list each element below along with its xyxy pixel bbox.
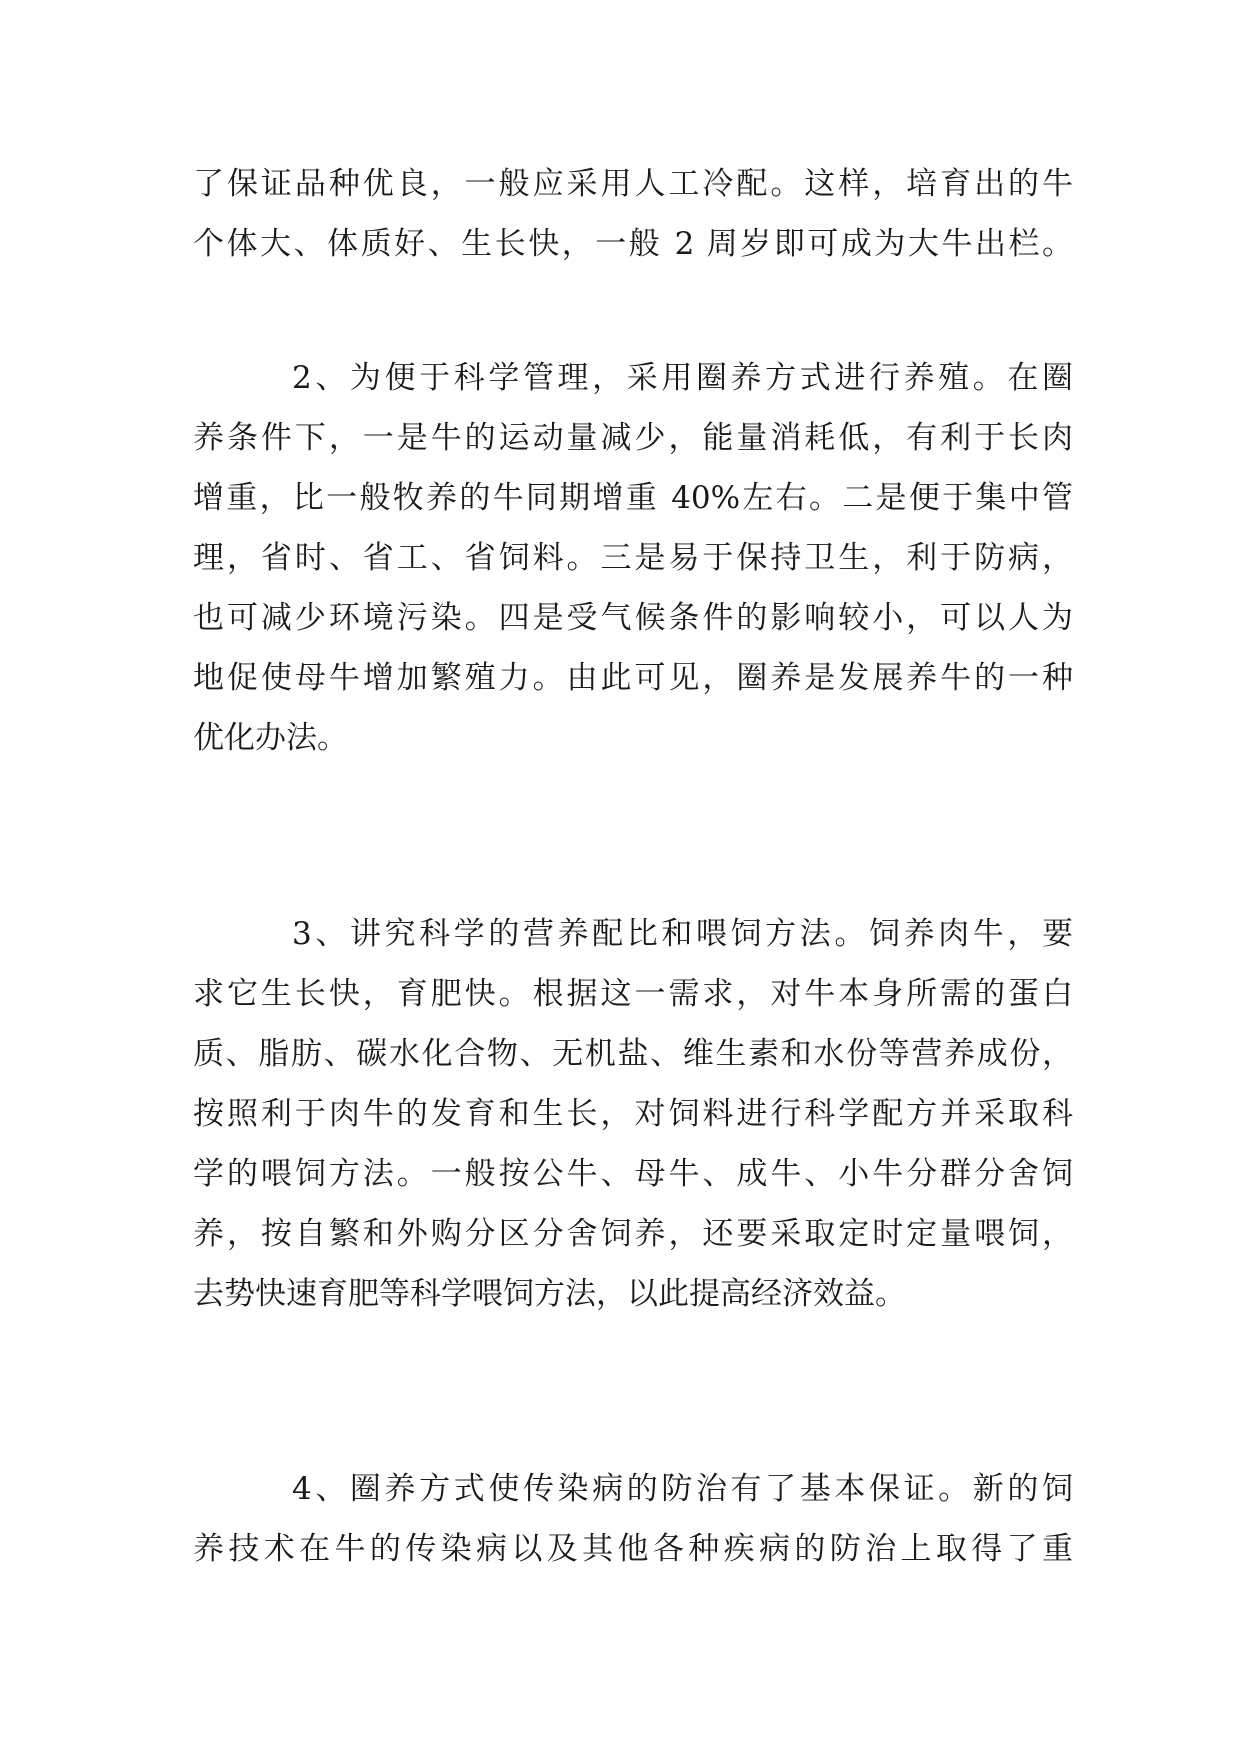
paragraph-3-line-7: 去势快速育肥等科学喂饲方法，以此提高经济效益。 bbox=[193, 1276, 906, 1312]
paragraph-2-line-1: 2、为便于科学管理，采用圈养方式进行养殖。在圈 bbox=[292, 360, 1073, 396]
paragraph-1-line-2: 个体大、体质好、生长快，一般 2 周岁即可成为大牛出栏。 bbox=[193, 226, 1073, 262]
paragraph-2-line-5: 也可减少环境污染。四是受气候条件的影响较小，可以人为 bbox=[193, 600, 1073, 636]
paragraph-3-line-4: 按照利于肉牛的发育和生长，对饲料进行科学配方并采取科 bbox=[193, 1096, 1073, 1132]
paragraph-3-line-6: 养，按自繁和外购分区分舍饲养，还要采取定时定量喂饲， bbox=[193, 1216, 1073, 1252]
paragraph-3-line-2: 求它生长快，育肥快。根据这一需求，对牛本身所需的蛋白 bbox=[193, 976, 1073, 1012]
paragraph-1-line-1: 了保证品种优良，一般应采用人工冷配。这样，培育出的牛 bbox=[193, 166, 1073, 202]
paragraph-2-line-4: 理，省时、省工、省饲料。三是易于保持卫生，利于防病， bbox=[193, 540, 1073, 576]
paragraph-4-line-2: 养技术在牛的传染病以及其他各种疾病的防治上取得了重 bbox=[193, 1531, 1073, 1567]
paragraph-2-line-3: 增重，比一般牧养的牛同期增重 40%左右。二是便于集中管 bbox=[193, 480, 1073, 516]
paragraph-2-line-7: 优化办法。 bbox=[193, 720, 348, 756]
paragraph-4-line-1: 4、圈养方式使传染病的防治有了基本保证。新的饲 bbox=[292, 1471, 1073, 1507]
paragraph-3-line-1: 3、讲究科学的营养配比和喂饲方法。饲养肉牛，要 bbox=[292, 916, 1073, 952]
paragraph-2-line-6: 地促使母牛增加繁殖力。由此可见，圈养是发展养牛的一种 bbox=[193, 660, 1073, 696]
paragraph-3-line-3: 质、脂肪、碳水化合物、无机盐、维生素和水份等营养成份， bbox=[193, 1036, 1073, 1072]
paragraph-3-line-5: 学的喂饲方法。一般按公牛、母牛、成牛、小牛分群分舍饲 bbox=[193, 1156, 1073, 1192]
paragraph-2-line-2: 养条件下，一是牛的运动量减少，能量消耗低，有利于长肉 bbox=[193, 420, 1073, 456]
